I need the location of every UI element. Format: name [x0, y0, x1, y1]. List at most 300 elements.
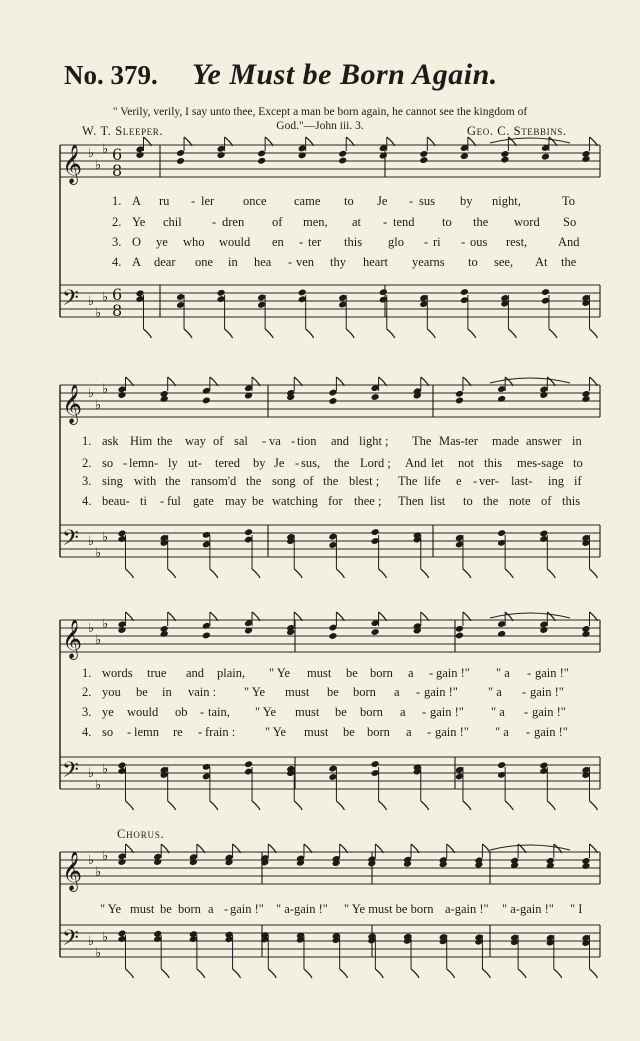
lyric-syllable: to	[573, 456, 583, 470]
lyric-syllable: be	[343, 725, 355, 739]
lyric-syllable: O	[132, 235, 142, 249]
lyric-syllable: born	[178, 902, 201, 916]
lyric-syllable: -	[212, 215, 217, 229]
lyric-syllable: " Ye	[265, 725, 287, 739]
slur	[490, 845, 570, 850]
slur	[490, 378, 570, 383]
verse-number: 4.	[112, 255, 122, 269]
hymn-title: Ye Must be Born Again.	[192, 58, 498, 91]
lyric-syllable: va	[269, 434, 281, 448]
lyric-syllable: born	[360, 705, 383, 719]
flat-sign: ♭	[102, 530, 109, 545]
lyric-syllable: men,	[303, 215, 328, 229]
lyric-syllable: The	[398, 474, 418, 488]
note-flag	[590, 969, 598, 978]
lyric-syllable: -	[422, 705, 427, 719]
flat-sign: ♭	[102, 762, 109, 777]
lyric-syllable: if	[574, 474, 582, 488]
treble-clef: 𝄞	[62, 851, 83, 891]
note-head	[541, 153, 550, 161]
lyric-syllable: thy	[330, 255, 346, 269]
note-head	[217, 151, 226, 159]
lyric-syllable: of	[303, 474, 314, 488]
note-head	[539, 391, 548, 399]
flat-sign: ♭	[88, 621, 95, 636]
note-head	[500, 156, 509, 164]
flat-sign: ♭	[95, 946, 102, 961]
note-flag	[294, 569, 302, 578]
lyric-syllable: -	[198, 725, 203, 739]
treble-clef: 𝄞	[62, 619, 83, 659]
lyric-syllable: hea	[254, 255, 272, 269]
note-head	[202, 396, 211, 404]
lyric-syllable: " Ye	[269, 666, 291, 680]
note-head	[328, 632, 337, 640]
lyric-syllable: ransom'd	[191, 474, 237, 488]
lyric-syllable: the	[323, 474, 339, 488]
note-flag	[340, 969, 348, 978]
lyric-syllable: " Ye	[255, 705, 277, 719]
lyric-syllable: note	[509, 494, 531, 508]
lyric-syllable: And	[405, 456, 427, 470]
lyric-syllable: frain :	[205, 725, 236, 739]
note-flag	[265, 329, 273, 338]
note-flag	[375, 969, 383, 978]
lyric-syllable: who	[183, 235, 205, 249]
lyric-syllable: and	[186, 666, 205, 680]
lyric-syllable: by	[253, 456, 266, 470]
lyric-syllable: " I	[570, 902, 583, 916]
lyric-syllable: -	[299, 235, 304, 249]
note-flag	[508, 329, 516, 338]
lyric-syllable: sal	[234, 434, 248, 448]
flat-sign: ♭	[95, 633, 102, 648]
lyric-syllable: watching	[272, 494, 318, 508]
note-flag	[387, 329, 395, 338]
note-flag	[304, 969, 312, 978]
lyric-syllable: " Ye	[100, 902, 122, 916]
lyric-syllable: Mas-ter	[439, 434, 478, 448]
flat-sign: ♭	[95, 778, 102, 793]
music-credit: Geo. C. Stebbins.	[467, 124, 567, 138]
lyric-syllable: list	[430, 494, 446, 508]
lyric-syllable: -	[424, 235, 429, 249]
lyric-syllable: ven	[296, 255, 315, 269]
lyric-syllable: born	[370, 666, 393, 680]
lyric-syllable: yearns	[412, 255, 445, 269]
lyric-syllable: lemn	[134, 725, 159, 739]
lyric-syllable: made	[492, 434, 520, 448]
lyric-syllable: in	[162, 685, 172, 699]
lyric-syllable: must	[304, 725, 329, 739]
note-flag	[210, 801, 218, 810]
note-flag	[268, 969, 276, 978]
note-head	[455, 632, 464, 640]
lyric-syllable: ing	[548, 474, 564, 488]
note-head	[581, 155, 590, 163]
lyric-syllable: ask	[102, 434, 119, 448]
flat-sign: ♭	[102, 930, 109, 945]
lyric-syllable: gain !"	[535, 666, 569, 680]
time-signature-top: 6	[112, 145, 123, 164]
time-signature-bottom: 8	[112, 301, 123, 320]
note-head	[541, 288, 550, 296]
lyric-syllable: ri	[433, 235, 441, 249]
lyric-syllable: A	[132, 194, 142, 208]
lyric-syllable: e	[456, 474, 462, 488]
lyric-syllable: this	[562, 494, 581, 508]
lyric-syllable: of	[213, 434, 224, 448]
lyric-syllable: " a-gain !"	[276, 902, 328, 916]
flat-sign: ♭	[95, 398, 102, 413]
note-flag	[427, 329, 435, 338]
lyric-syllable: this	[484, 456, 503, 470]
lyric-syllable: must	[295, 705, 320, 719]
lyric-syllable: -	[526, 725, 531, 739]
lyric-syllable: -	[200, 705, 205, 719]
lyric-syllable: a	[208, 902, 214, 916]
lyric-syllable: be	[136, 685, 148, 699]
lyric-syllable: beau-	[102, 494, 130, 508]
verse-number: 4.	[82, 494, 92, 508]
lyric-syllable: gain !"	[436, 666, 470, 680]
note-flag	[421, 569, 429, 578]
note-head	[419, 150, 428, 158]
lyric-syllable: would	[219, 235, 251, 249]
lyric-syllable: the	[334, 456, 350, 470]
note-flag	[225, 329, 233, 338]
lyric-syllable: see,	[494, 255, 514, 269]
lyric-syllable: -	[123, 456, 128, 470]
note-flag	[336, 569, 344, 578]
lyric-syllable: may	[225, 494, 247, 508]
lyric-syllable: -	[127, 725, 132, 739]
note-head	[455, 625, 464, 633]
lyric-syllable: vain :	[188, 685, 217, 699]
note-head	[371, 760, 380, 768]
lyric-syllable: lemn-	[129, 456, 159, 470]
lyric-syllable: answer	[526, 434, 562, 448]
note-flag	[126, 801, 134, 810]
lyric-syllable: be	[327, 685, 339, 699]
slur	[490, 613, 570, 618]
lyric-syllable: and	[331, 434, 350, 448]
lyric-syllable: gain !"	[534, 725, 568, 739]
note-head	[160, 395, 169, 403]
lyric-syllable: ous	[470, 235, 488, 249]
lyric-syllable: " a-gain !"	[502, 902, 554, 916]
lyric-syllable: in	[572, 434, 582, 448]
flat-sign: ♭	[95, 158, 102, 173]
lyric-syllable: heart	[363, 255, 388, 269]
note-flag	[233, 969, 241, 978]
lyric-syllable: -	[224, 902, 229, 916]
lyric-syllable: tion	[297, 434, 317, 448]
note-flag	[346, 329, 354, 338]
lyric-syllable: blest ;	[349, 474, 380, 488]
lyric-syllable: way	[185, 434, 206, 448]
lyric-syllable: be	[335, 705, 347, 719]
note-head	[244, 760, 253, 768]
lyric-syllable: glo	[388, 235, 404, 249]
verse-number: 4.	[82, 725, 92, 739]
lyric-syllable: Je	[274, 456, 285, 470]
flat-sign: ♭	[88, 294, 95, 309]
lyric-syllable: -	[262, 434, 267, 448]
lyric-syllable: one	[195, 255, 214, 269]
lyric-syllable: the	[473, 215, 489, 229]
note-flag	[210, 569, 218, 578]
lyric-syllable: -	[409, 194, 414, 208]
bass-clef: 𝄢	[62, 758, 79, 788]
lyric-syllable: once	[243, 194, 267, 208]
lyric-syllable: So	[563, 215, 577, 229]
verse-number: 1.	[82, 434, 92, 448]
lyric-syllable: for	[328, 494, 343, 508]
flat-sign: ♭	[95, 546, 102, 561]
lyric-syllable: -	[288, 255, 293, 269]
note-head	[257, 157, 266, 165]
lyric-syllable: sus	[419, 194, 435, 208]
bass-clef: 𝄢	[62, 526, 79, 556]
note-flag	[463, 569, 471, 578]
note-head	[581, 395, 590, 403]
note-head	[455, 390, 464, 398]
lyric-syllable: a	[394, 685, 400, 699]
lyric-syllable: tered	[215, 456, 240, 470]
note-head	[371, 393, 380, 401]
note-flag	[379, 569, 387, 578]
note-flag	[336, 801, 344, 810]
note-flag	[518, 969, 526, 978]
lyric-syllable: -	[427, 725, 432, 739]
lyric-syllable: be	[252, 494, 264, 508]
lyric-syllable: chil	[163, 215, 182, 229]
lyric-syllable: gain !"	[532, 705, 566, 719]
lyric-syllable: so	[102, 725, 114, 739]
lyric-syllable: At	[535, 255, 548, 269]
lyric-syllable: ful	[167, 494, 181, 508]
lyric-syllable: you	[102, 685, 121, 699]
note-head	[455, 397, 464, 405]
lyric-syllable: of	[541, 494, 552, 508]
note-head	[202, 631, 211, 639]
note-head	[419, 156, 428, 164]
verse-number: 3.	[82, 474, 92, 488]
words-credit: W. T. Sleeper.	[82, 124, 164, 138]
lyric-syllable: ler	[201, 194, 215, 208]
note-head	[379, 288, 388, 296]
note-flag	[379, 801, 387, 810]
lyric-syllable: Him	[130, 434, 153, 448]
lyric-syllable: let	[431, 456, 444, 470]
flat-sign: ♭	[102, 142, 109, 157]
lyric-syllable: at	[352, 215, 362, 229]
note-flag	[294, 801, 302, 810]
flat-sign: ♭	[88, 146, 95, 161]
lyric-syllable: of	[272, 215, 283, 229]
note-flag	[547, 569, 555, 578]
lyric-syllable: rest,	[506, 235, 528, 249]
note-flag	[184, 329, 192, 338]
lyric-syllable: words	[102, 666, 133, 680]
epigraph-line-1: " Verily, verily, I say unto thee, Except a man be born again, he cannot see the kingdom of	[112, 106, 528, 118]
lyric-syllable: born	[353, 685, 376, 699]
note-head	[153, 858, 162, 866]
lyric-syllable: Then	[398, 494, 424, 508]
lyric-syllable: -	[295, 456, 300, 470]
note-flag	[468, 329, 476, 338]
lyric-syllable: be	[160, 902, 172, 916]
flat-sign: ♭	[102, 617, 109, 632]
verse-number: 1.	[82, 666, 92, 680]
lyric-syllable: tain,	[208, 705, 230, 719]
lyric-syllable: mes-sage	[517, 456, 564, 470]
lyric-syllable: not	[458, 456, 474, 470]
lyric-syllable: Je	[377, 194, 388, 208]
note-head	[135, 151, 144, 159]
lyric-syllable: ye	[156, 235, 168, 249]
note-head	[460, 288, 469, 296]
note-head	[117, 391, 126, 399]
lyric-syllable: -	[524, 705, 529, 719]
lyric-syllable: gain !"	[530, 685, 564, 699]
note-flag	[547, 801, 555, 810]
note-head	[371, 528, 380, 536]
lyric-syllable: A	[132, 255, 142, 269]
note-head	[581, 630, 590, 638]
flat-sign: ♭	[95, 865, 102, 880]
note-flag	[306, 329, 314, 338]
lyric-syllable: dear	[154, 255, 176, 269]
note-head	[497, 630, 506, 638]
lyric-syllable: a	[400, 705, 406, 719]
note-head	[371, 628, 380, 636]
lyric-syllable: -	[522, 685, 527, 699]
note-head	[539, 626, 548, 634]
lyric-syllable: gain !"	[424, 685, 458, 699]
note-flag	[144, 329, 152, 338]
lyric-syllable: " Ye must be born	[344, 902, 434, 916]
time-signature-top: 6	[112, 285, 123, 304]
lyric-syllable: To	[562, 194, 576, 208]
flat-sign: ♭	[88, 853, 95, 868]
lyric-syllable: ly	[168, 456, 178, 470]
lyric-syllable: a	[408, 666, 414, 680]
lyric-syllable: born	[367, 725, 390, 739]
flat-sign: ♭	[88, 534, 95, 549]
lyric-syllable: ye	[102, 705, 114, 719]
note-flag	[252, 569, 260, 578]
note-flag	[411, 969, 419, 978]
lyric-syllable: " Ye	[244, 685, 266, 699]
lyric-syllable: -	[473, 474, 478, 488]
verse-number: 2.	[82, 456, 92, 470]
lyric-syllable: to	[442, 215, 452, 229]
time-signature-bottom: 8	[112, 161, 123, 180]
lyric-syllable: Ye	[132, 215, 146, 229]
note-flag	[463, 801, 471, 810]
flat-sign: ♭	[88, 386, 95, 401]
lyric-syllable: came	[294, 194, 321, 208]
lyric-syllable: life	[424, 474, 441, 488]
note-flag	[168, 569, 176, 578]
lyric-syllable: the	[483, 494, 499, 508]
lyric-syllable: to	[468, 255, 478, 269]
note-flag	[590, 801, 598, 810]
lyric-syllable: tend	[393, 215, 415, 229]
verse-number: 3.	[82, 705, 92, 719]
lyric-syllable: a	[406, 725, 412, 739]
note-flag	[161, 969, 169, 978]
lyric-syllable: gain !"	[435, 725, 469, 739]
lyric-syllable: must	[307, 666, 332, 680]
lyric-syllable: -	[383, 215, 388, 229]
lyric-syllable: in	[228, 255, 238, 269]
note-head	[244, 528, 253, 536]
note-flag	[590, 569, 598, 578]
note-head	[328, 397, 337, 405]
note-flag	[252, 801, 260, 810]
lyric-syllable: " a	[496, 666, 510, 680]
lyric-syllable: with	[134, 474, 157, 488]
note-flag	[126, 969, 134, 978]
lyric-syllable: -	[416, 685, 421, 699]
lyric-syllable: dren	[222, 215, 245, 229]
treble-clef: 𝄞	[62, 144, 83, 184]
lyric-syllable: the	[165, 474, 181, 488]
lyric-syllable: this	[344, 235, 363, 249]
verse-number: 2.	[112, 215, 122, 229]
lyric-syllable: ob	[175, 705, 188, 719]
lyric-syllable: -	[527, 666, 532, 680]
lyric-syllable: " a	[495, 725, 509, 739]
lyric-syllable: the	[561, 255, 577, 269]
verse-number: 3.	[112, 235, 122, 249]
lyric-syllable: a-gain !"	[445, 902, 489, 916]
lyric-syllable: true	[147, 666, 167, 680]
note-flag	[126, 569, 134, 578]
note-head	[117, 626, 126, 634]
lyric-syllable: the	[157, 434, 173, 448]
bass-clef: 𝄢	[62, 286, 79, 316]
note-flag	[505, 801, 513, 810]
lyric-syllable: ut-	[188, 456, 202, 470]
verse-number: 1.	[112, 194, 122, 208]
flat-sign: ♭	[95, 306, 102, 321]
lyric-syllable: word	[514, 215, 540, 229]
lyric-syllable: last-	[511, 474, 533, 488]
note-flag	[421, 801, 429, 810]
flat-sign: ♭	[102, 849, 109, 864]
note-head	[117, 858, 126, 866]
lyric-syllable: ru	[159, 194, 170, 208]
lyric-syllable: " a	[491, 705, 505, 719]
lyric-syllable: song	[272, 474, 296, 488]
lyric-syllable: the	[246, 474, 262, 488]
flat-sign: ♭	[102, 290, 109, 305]
lyric-syllable: to	[463, 494, 473, 508]
lyric-syllable: ter	[308, 235, 322, 249]
lyric-syllable: plain,	[217, 666, 246, 680]
flat-sign: ♭	[88, 934, 95, 949]
lyric-syllable: must	[130, 902, 155, 916]
note-flag	[549, 329, 557, 338]
note-head	[160, 630, 169, 638]
lyric-syllable: -	[461, 235, 466, 249]
lyric-syllable: -	[291, 434, 296, 448]
lyric-syllable: by	[460, 194, 473, 208]
